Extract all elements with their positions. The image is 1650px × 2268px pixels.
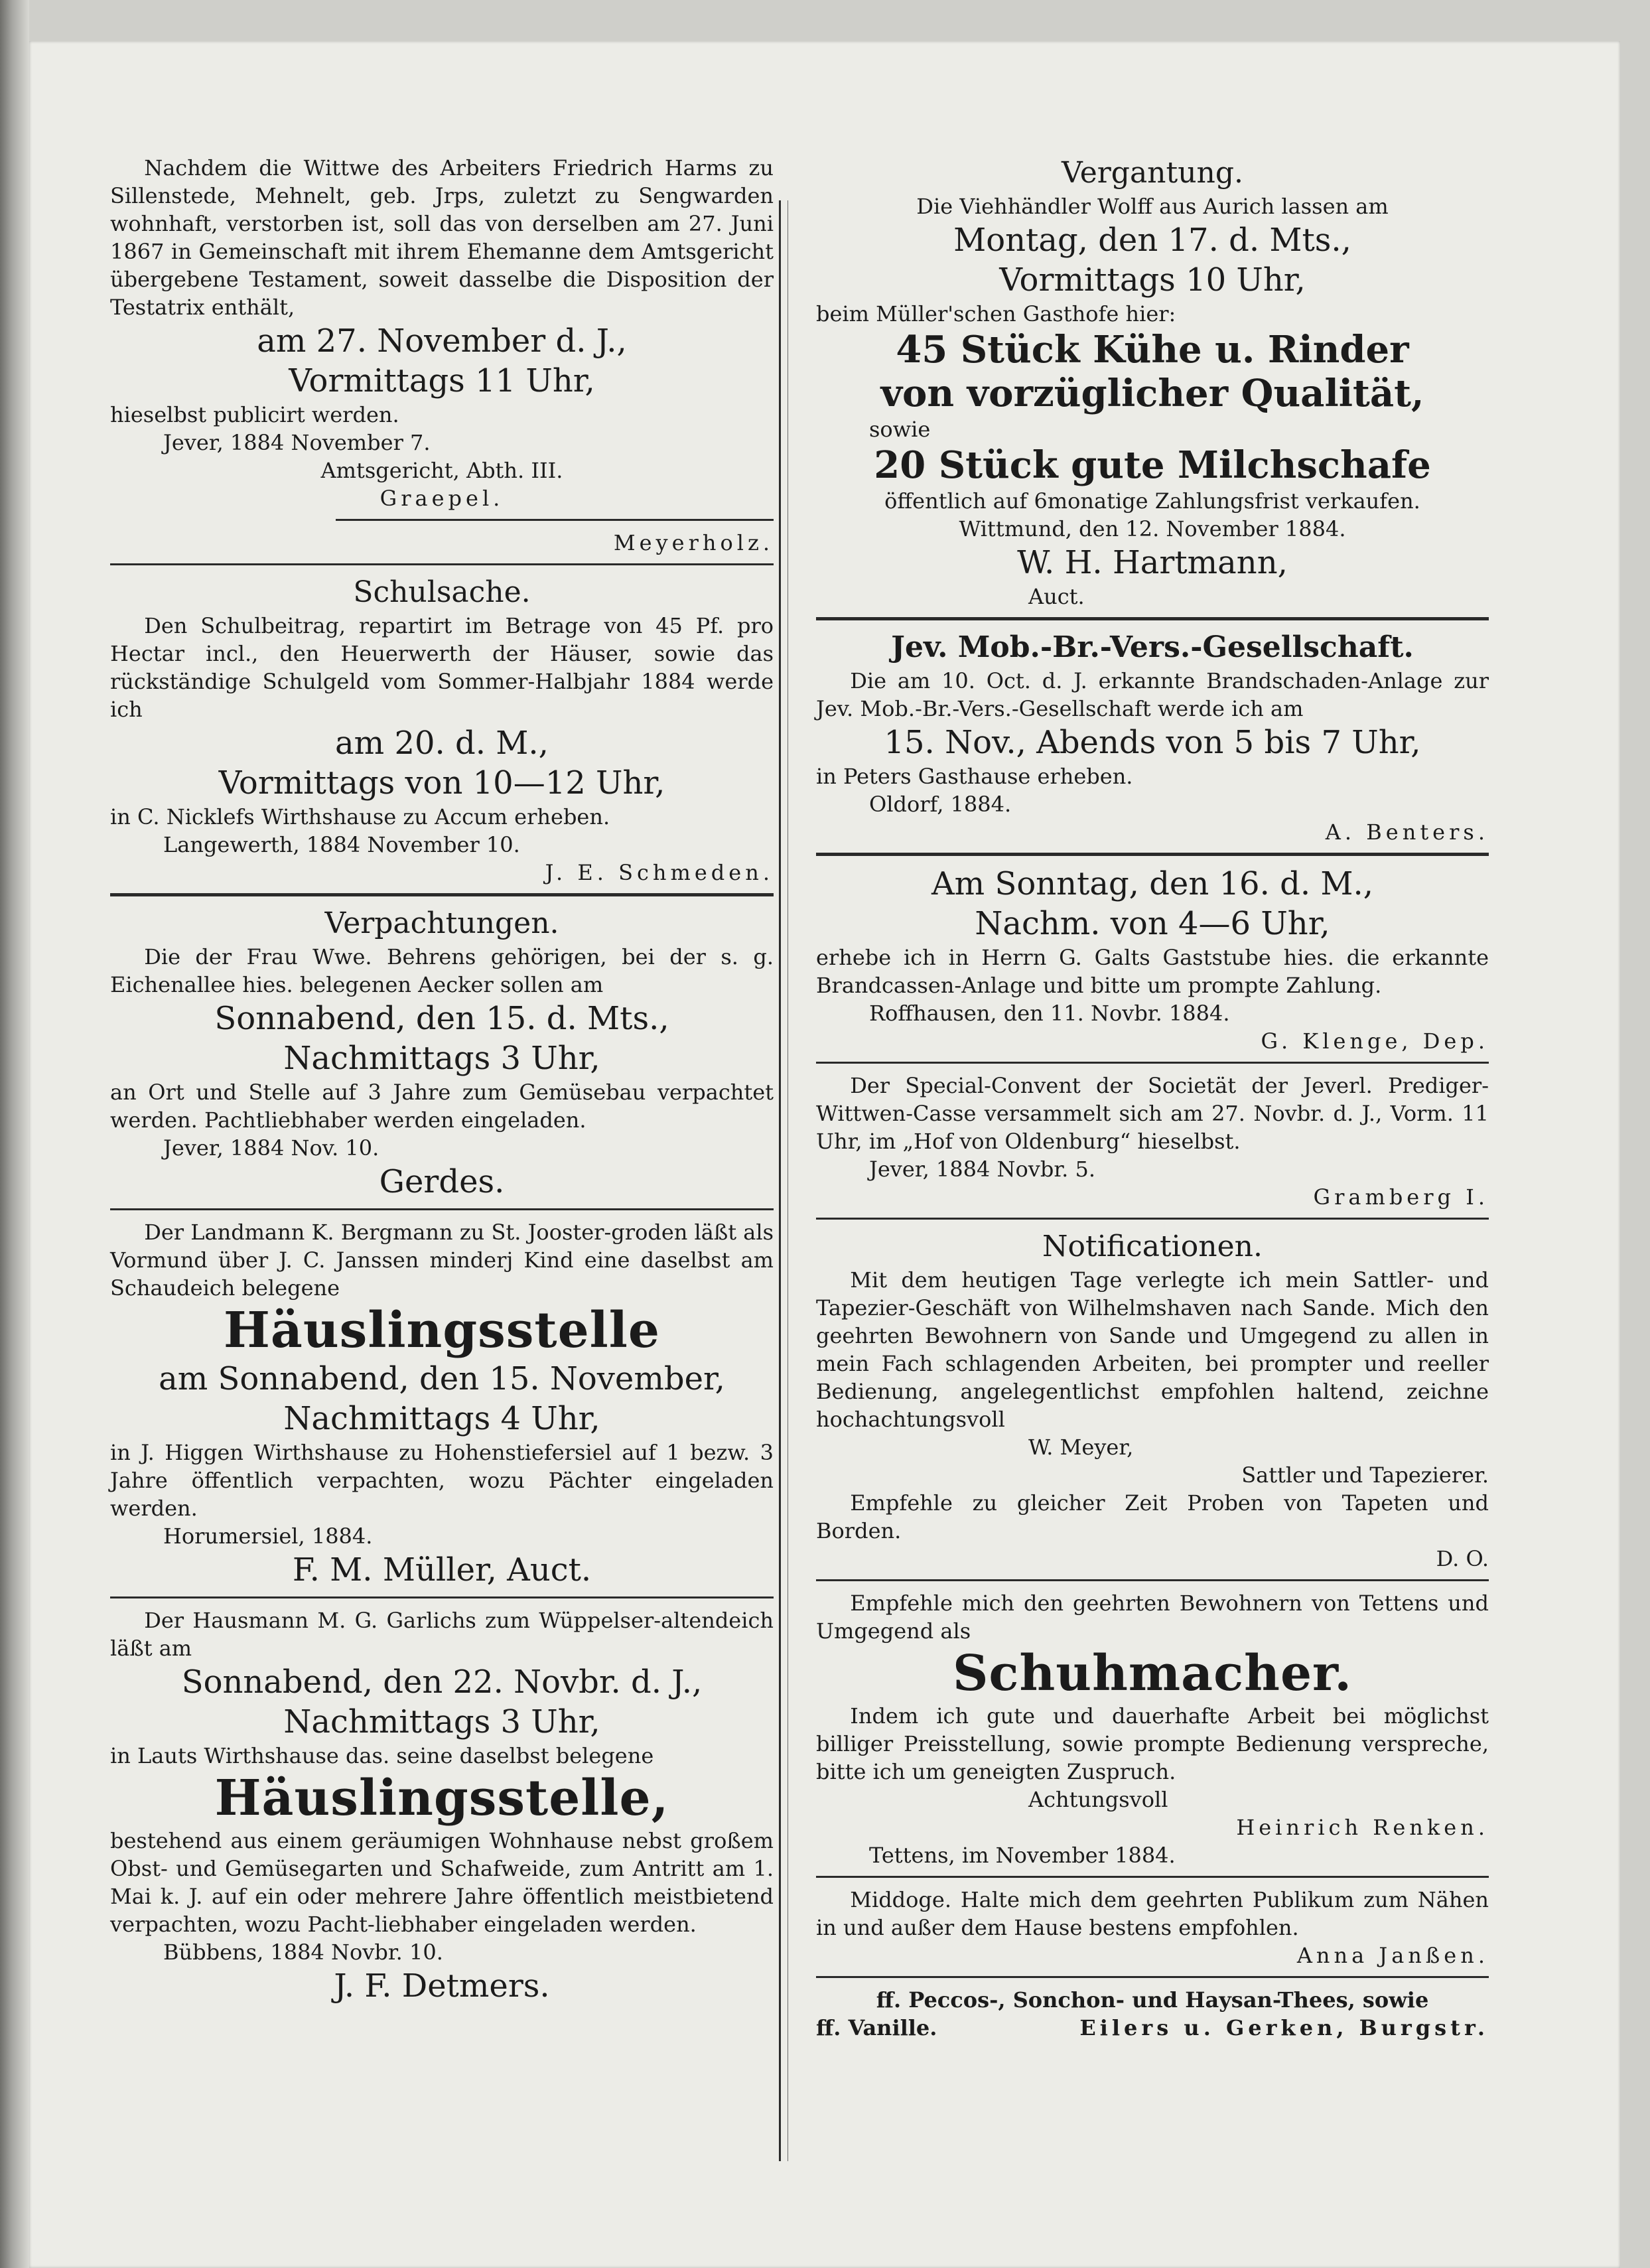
ad-testament (110, 154, 774, 557)
ad-headline: Häuslingsstelle (224, 1302, 660, 1359)
ad-place-date: Roffhausen, den 11. Novbr. 1884. (869, 1001, 1230, 1026)
ad-signer: J. E. Schmeden. (545, 860, 774, 885)
ad-signer: Gramberg I. (1313, 1184, 1489, 1210)
ad-body-2: an Ort und Stelle auf 3 Jahre zum Gemüsebau verpachtet werden. Pachtliebhaber werden eingeladen. (110, 1080, 774, 1133)
ad-body-2: in J. Higgen Wirthshause zu Hohenstiefersiel auf 1 bezw. 3 Jahre öffentlich verpachten, wozu Pächter eingeladen werden. (110, 1440, 774, 1521)
ad-place-date: Jever, 1884 Novbr. 5. (869, 1157, 1095, 1182)
ad-court: Amtsgericht, Abth. III. (320, 458, 563, 483)
ad-signer: J. F. Detmers. (334, 1967, 550, 2005)
ad-heading: Verpachtungen. (324, 906, 559, 940)
section-rule (816, 617, 1489, 620)
ad-time: Nachmittags 3 Uhr, (283, 1703, 600, 1740)
ad-connector: sowie (869, 417, 931, 442)
section-rule (110, 893, 774, 896)
ad-headline: Schuhmacher. (952, 1645, 1353, 1702)
left-column (110, 154, 774, 2006)
ad-heading: Jev. Mob.-Br.-Vers.-Gesellschaft. (891, 630, 1414, 664)
ad-brandcasse (816, 864, 1489, 1055)
ad-signer: Meyerholz. (613, 530, 774, 555)
ad-body: Mit dem heutigen Tage verlegte ich mein Sattler- und Tapezier-Geschäft von Wilhelmshaven nach Sande. Mich den geehrten Bewohnern von Sande und Umgegend zu allen in mein Fach schlagenden Arbeiten, bei prompter und reeller Bedienung, angelegentlichst empfohlen haltend, zeichne hochachtungsvoll (816, 1267, 1489, 1432)
ad-judge: Graepel. (379, 486, 504, 511)
ad-body: Der Special-Convent der Societät der Jeverl. Prediger-Wittwen-Casse versammelt sich am 27. Novbr. d. J., Vorm. 11 Uhr, im „Hof von Oldenburg“ hieselbst. (816, 1073, 1489, 1154)
scan-binding-edge (0, 0, 29, 2268)
ad-signer-role: Auct. (1028, 584, 1085, 609)
ad-date: am Sonnabend, den 15. November, (159, 1360, 725, 1397)
ad-body: Middoge. Halte mich dem geehrten Publikum zum Nähen in und außer dem Hause bestens empfohlen. (816, 1887, 1489, 1940)
ad-signer: W. H. Hartmann, (1017, 544, 1288, 581)
ad-body: Nachdem die Wittwe des Arbeiters Friedrich Harms zu Sillenstede, Mehnelt, geb. Jrps, zuletzt zu Sengwarden wohnhaft, verstorben ist, soll das von derselben am 27. Juni 1867 in Gemeinschaft mit ihrem Ehemanne dem Amtsgericht übergebene Testament, soweit dasselbe die Disposition der Testatrix enthält, (110, 155, 774, 320)
ad-place-date: Langewerth, 1884 November 10. (163, 832, 520, 857)
ad-signer-role: Sattler und Tapezierer. (1241, 1462, 1489, 1488)
ad-date: Sonnabend, den 15. d. Mts., (214, 1000, 669, 1037)
ad-location: in Peters Gasthause erheben. (816, 764, 1133, 789)
section-rule (816, 1579, 1489, 1581)
ad-location: beim Müller'schen Gasthofe hier: (816, 301, 1176, 326)
ad-body-2: Indem ich gute und dauerhafte Arbeit bei möglichst billiger Preisstellung, sowie prompte Bedienung verspreche, bitte ich um geneigten Zuspruch. (816, 1703, 1489, 1784)
section-rule (816, 853, 1489, 856)
section-rule (110, 1596, 774, 1598)
section-rule (110, 1208, 774, 1210)
ad-heading: Vergantung. (1061, 156, 1244, 190)
ad-headline-1: 45 Stück Kühe u. Rinder (896, 328, 1409, 372)
ad-place-date: Wittmund, den 12. November 1884. (959, 516, 1346, 541)
ad-time: Vormittags von 10—12 Uhr, (218, 764, 665, 802)
ad-place-date: Jever, 1884 Nov. 10. (163, 1135, 379, 1161)
ad-footer-row (816, 2014, 1489, 2042)
ad-body-2: Empfehle zu gleicher Zeit Proben von Tapeten und Borden. (816, 1490, 1489, 1543)
section-rule (816, 1976, 1489, 1978)
ad-place-date: Oldorf, 1884. (869, 792, 1012, 817)
ad-item: ff. Vanille. (816, 2015, 937, 2040)
ad-headline: Häuslingsstelle, (214, 1770, 669, 1827)
ad-time: Nachm. von 4—6 Uhr, (975, 905, 1330, 942)
ad-place-date: Bübbens, 1884 Novbr. 10. (163, 1940, 443, 1965)
ad-date: am 27. November d. J., (257, 322, 627, 360)
ad-verpachtungen (110, 904, 774, 1202)
ad-line: ff. Peccos-, Sonchon- und Haysan-Thees, sowie (876, 1987, 1429, 2013)
ad-signer: W. Meyer, (1028, 1435, 1134, 1460)
ad-schulsache (110, 573, 774, 886)
ad-middoge (816, 1886, 1489, 1969)
ad-date: Sonnabend, den 22. Novbr. d. J., (181, 1664, 703, 1701)
ad-body: Den Schulbeitrag, repartirt im Betrage von 45 Pf. pro Hectar incl., den Heuerwerth der Häuser, sowie das rückständige Schulgeld vom Sommer-Halbjahr 1884 werde ich (110, 613, 774, 722)
ad-closing: Achtungsvoll (1028, 1787, 1168, 1812)
ad-place-date: Tettens, im November 1884. (869, 1843, 1176, 1868)
ad-time: Nachmittags 3 Uhr, (283, 1040, 600, 1077)
ad-place-date: Horumersiel, 1884. (163, 1524, 373, 1549)
ad-schuhmacher (816, 1589, 1489, 1869)
ad-place-date: Jever, 1884 November 7. (163, 430, 431, 455)
ad-vergantung (816, 154, 1489, 610)
ad-headline-3: 20 Stück gute Milchschafe (874, 443, 1431, 487)
ad-heading: Schulsache. (353, 575, 531, 609)
section-rule (110, 563, 774, 565)
ad-signer: G. Klenge, Dep. (1261, 1028, 1489, 1054)
ad-signer: Heinrich Renken. (1236, 1815, 1489, 1840)
ad-date: Am Sonntag, den 16. d. M., (931, 865, 1373, 902)
newspaper-page (29, 41, 1620, 2268)
ad-time: Nachmittags 4 Uhr, (283, 1400, 600, 1437)
ad-body-2: bestehend aus einem geräumigen Wohnhause nebst großem Obst- und Gemüsegarten und Schafweide, zum Antritt am 1. Mai k. J. auf ein oder mehrere Jahre öffentlich meistbietend verpachten, wozu Pacht-liebhaber eingeladen werden. (110, 1828, 774, 1937)
ad-signer: A. Benters. (1325, 819, 1489, 845)
rule (336, 519, 774, 521)
ad-initials: D. O. (1436, 1546, 1489, 1571)
ad-thees (816, 1986, 1489, 2042)
ad-headline-2: von vorzüglicher Qualität, (880, 372, 1424, 415)
ad-location: in C. Nicklefs Wirthshause zu Accum erheben. (110, 804, 610, 829)
ad-haeuslingsstelle-1 (110, 1218, 774, 1590)
section-rule (816, 1876, 1489, 1878)
ad-date: Montag, den 17. d. Mts., (953, 222, 1351, 259)
ad-body: Die der Frau Wwe. Behrens gehörigen, bei der s. g. Eichenallee hies. belegenen Aecker sollen am (110, 944, 774, 997)
ad-heading: Notificationen. (1042, 1230, 1263, 1263)
section-rule (816, 1062, 1489, 1064)
ad-notificationen (816, 1228, 1489, 1573)
ad-body-1b: in Lauts Wirthshause das. seine daselbst belegene (110, 1743, 654, 1768)
ad-body-end: hieselbst publicirt werden. (110, 402, 399, 427)
ad-time: Vormittags 11 Uhr, (289, 362, 595, 399)
ad-body: Empfehle mich den geehrten Bewohnern von Tettens und Umgegend als (816, 1591, 1489, 1644)
ad-signer: Anna Janßen. (1296, 1943, 1489, 1968)
ad-body: erhebe ich in Herrn G. Galts Gaststube hies. die erkannte Brandcassen-Anlage und bitte um prompte Zahlung. (816, 945, 1489, 998)
ad-terms: öffentlich auf 6monatige Zahlungsfrist verkaufen. (884, 488, 1420, 514)
ad-signer: F. M. Müller, Auct. (292, 1551, 592, 1589)
ad-haeuslingsstelle-2 (110, 1606, 774, 2006)
ad-date: 15. Nov., Abends von 5 bis 7 Uhr, (884, 724, 1421, 761)
ad-body: Die am 10. Oct. d. J. erkannte Brandschaden-Anlage zur Jev. Mob.-Br.-Vers.-Gesellschaft werde ich am (816, 668, 1489, 721)
ad-versicherung (816, 628, 1489, 846)
column-divider (779, 200, 781, 2161)
ad-body: Der Hausmann M. G. Garlichs zum Wüppelser-altendeich läßt am (110, 1608, 774, 1661)
ad-signer: Gerdes. (379, 1163, 505, 1200)
ad-body: Der Landmann K. Bergmann zu St. Jooster-groden läßt als Vormund über J. C. Janssen minderj Kind eine daselbst am Schaudeich belegene (110, 1220, 774, 1301)
ad-date: am 20. d. M., (335, 725, 549, 762)
section-rule (816, 1218, 1489, 1220)
ad-body: Die Viehhändler Wolff aus Aurich lassen am (916, 194, 1389, 219)
ad-time: Vormittags 10 Uhr, (999, 261, 1306, 299)
right-column (816, 154, 1489, 2042)
ad-convent (816, 1072, 1489, 1211)
ad-signer: Eilers u. Gerken, Burgstr. (1079, 2015, 1489, 2040)
